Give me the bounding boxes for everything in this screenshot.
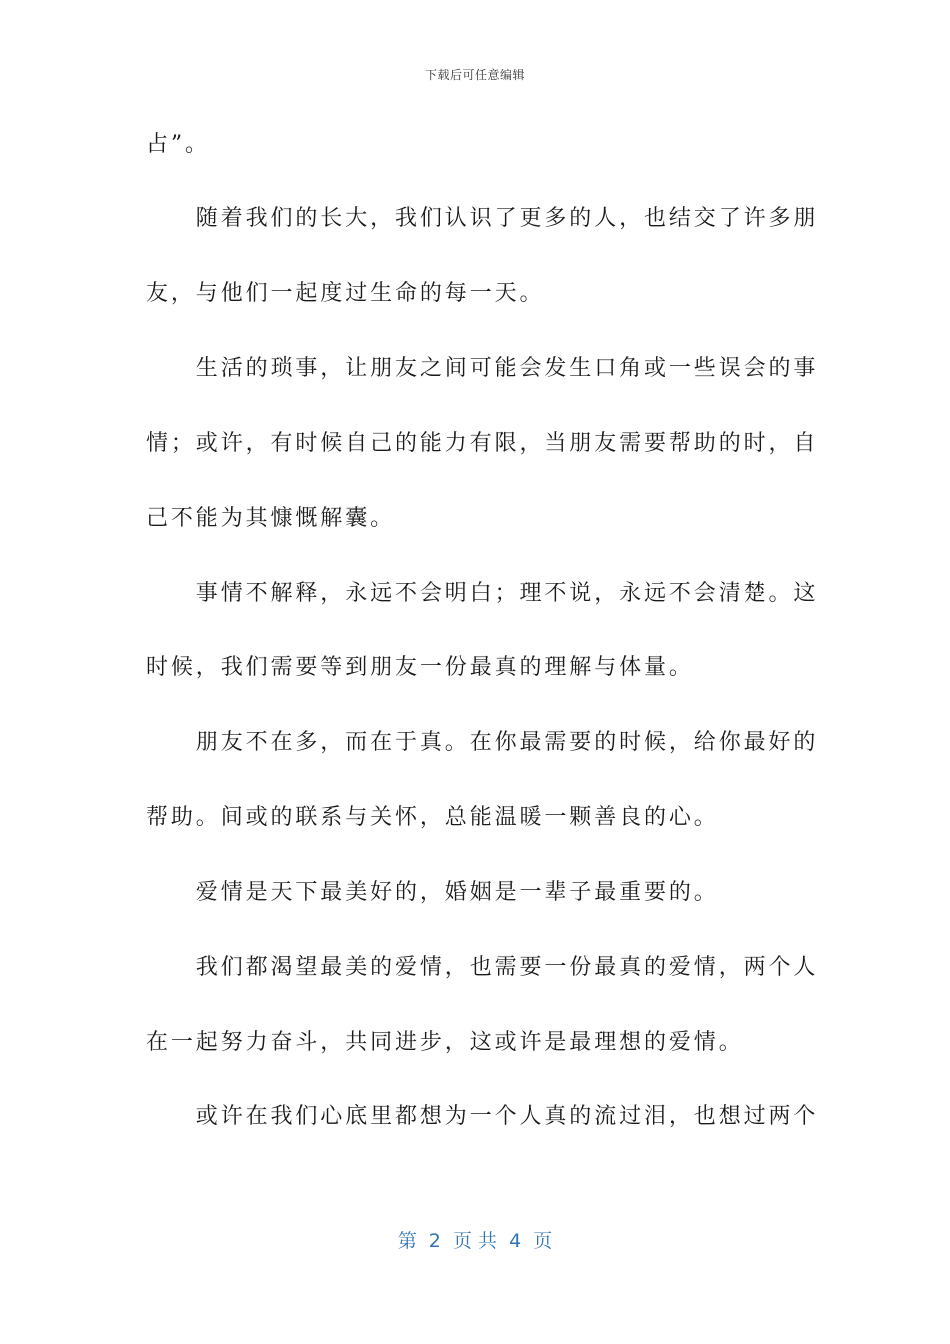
text-line: 情；或许，有时候自己的能力有限，当朋友需要帮助的时，自 — [146, 431, 819, 456]
text-line: 我们都渴望最美的爱情，也需要一份最真的爱情，两个人 — [146, 955, 819, 980]
text-line: 随着我们的长大，我们认识了更多的人，也结交了许多朋 — [146, 206, 819, 231]
text-line: 占”。 — [146, 132, 210, 157]
text-line: 生活的琐事，让朋友之间可能会发生口角或一些误会的事 — [146, 356, 819, 381]
page-number-footer: 第 2 页 共 4 页 — [397, 1230, 553, 1252]
text-line: 朋友不在多，而在于真。在你最需要的时候，给你最好的 — [146, 730, 819, 755]
text-line: 时候，我们需要等到朋友一份最真的理解与体量。 — [146, 655, 694, 680]
text-line: 友，与他们一起度过生命的每一天。 — [146, 281, 545, 306]
text-line: 事情不解释，永远不会明白；理不说，永远不会清楚。这 — [146, 581, 819, 606]
text-line: 己不能为其慷慨解囊。 — [146, 506, 396, 531]
header-note: 下载后可任意编辑 — [424, 68, 525, 82]
text-line: 爱情是天下最美好的，婚姻是一辈子最重要的。 — [146, 880, 719, 905]
text-line: 帮助。间或的联系与关怀，总能温暖一颗善良的心。 — [146, 805, 719, 830]
text-line: 或许在我们心底里都想为一个人真的流过泪，也想过两个 — [146, 1104, 819, 1129]
text-line: 在一起努力奋斗，共同进步，这或许是最理想的爱情。 — [146, 1030, 744, 1055]
